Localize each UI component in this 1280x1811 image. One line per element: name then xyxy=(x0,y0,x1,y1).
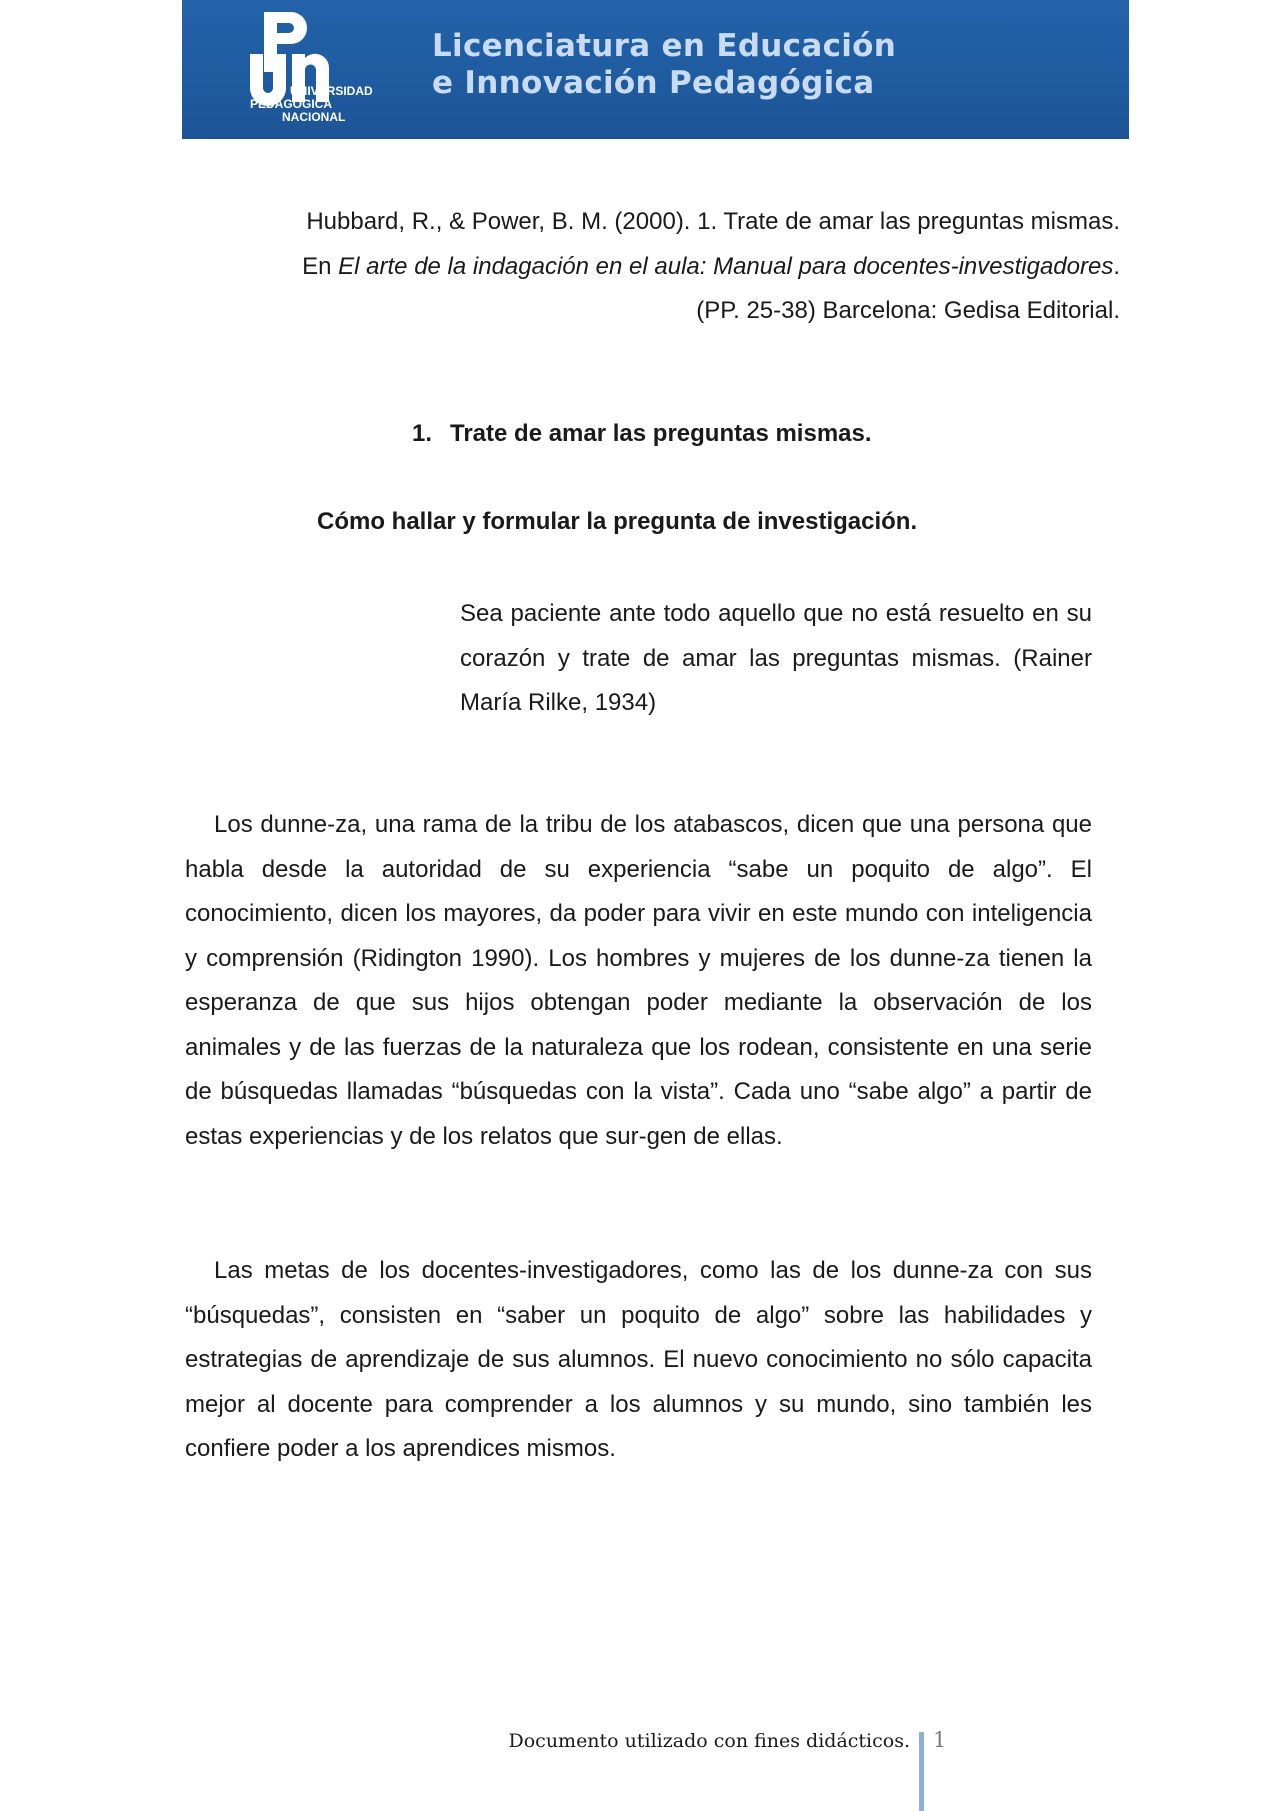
program-title xyxy=(432,28,896,102)
footer-note: Documento utilizado con fines didácticos. xyxy=(508,1730,910,1752)
logo-text-line-3: NACIONAL xyxy=(282,110,346,124)
upn-logo xyxy=(246,10,386,130)
section-subtitle: Cómo hallar y formular la pregunta de investigación. xyxy=(317,508,918,535)
logo-text-line-1: UNIVERSIDAD xyxy=(290,84,373,98)
logo-text-line-2: PEDAGÓGICA xyxy=(250,97,333,111)
chapter-title: Trate de amar las preguntas mismas. xyxy=(450,420,872,447)
citation-book-title: El arte de la indagación en el aula: Manual para docentes-investigadores xyxy=(338,252,1114,280)
body-paragraph-1: Los dunne-za, una rama de la tribu de los atabascos, dicen que una persona que habla desde la autoridad de su experiencia “sabe un poquito de algo”. El conocimiento, dicen los mayores, da poder para vivir en este mundo con inteligencia y comprensión (Ridington 1990). Los hombres y mujeres de los dunne-za tienen la esperanza de que sus hijos obtengan poder mediante la observación de los animales y de las fuerzas de la naturaleza que los rodean, consistente en una serie de búsquedas llamadas “búsquedas con la vista”. Cada uno “sabe algo” a partir de estas experiencias y de los relatos que sur-gen de ellas. xyxy=(185,811,1092,1150)
program-title-line-2: e Innovación Pedagógica xyxy=(432,65,875,101)
epigraph-quote: Sea paciente ante todo aquello que no está resuelto en su corazón y trate de amar las preguntas mismas. (Rainer María Rilke, 1934) xyxy=(460,600,1092,716)
chapter-number: 1. xyxy=(412,420,433,447)
header-banner xyxy=(182,0,1129,139)
program-title-line-1: Licenciatura en Educación xyxy=(432,28,897,64)
page-number: 1 xyxy=(933,1728,947,1752)
bibliographic-citation xyxy=(300,200,1120,334)
footer-divider xyxy=(919,1732,924,1811)
chapter-heading xyxy=(412,420,872,448)
body-paragraph-2: Las metas de los docentes-investigadores, como las de los dunne-za con sus “búsquedas”, consisten en “saber un poquito de algo” sobre las habilidades y estrategias de aprendizaje de sus alumnos. El nuevo conocimiento no sólo capacita mejor al docente para comprender a los alumnos y su mundo, sino también les confiere poder a los aprendices mismos. xyxy=(185,1257,1092,1462)
citation-publisher: . (PP. 25-38) Barcelona: Gedisa Editorial. xyxy=(696,252,1120,324)
citation-authors: Hubbard, R., & Power, B. M. (2000). 1. Trate de amar las preguntas mismas. En xyxy=(302,208,1120,280)
